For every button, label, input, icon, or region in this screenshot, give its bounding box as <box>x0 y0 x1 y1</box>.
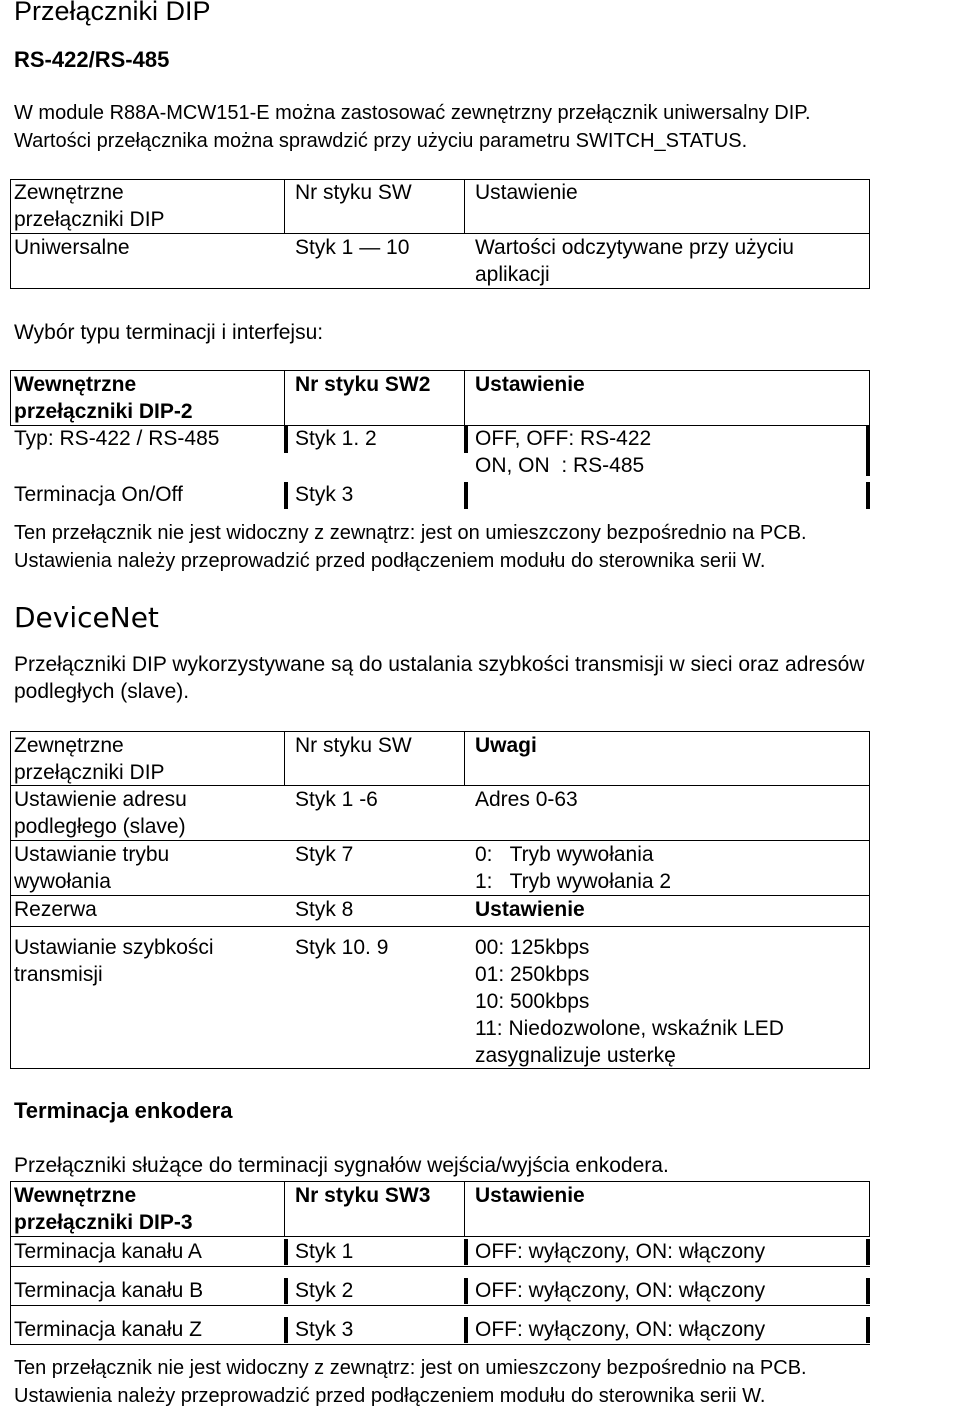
table-cell: 00: 125kbps 01: 250kbps 10: 500kbps 11: Niedozwolone, wskaźnik LED zasygnalizuje usterkę <box>475 936 784 1067</box>
intro-line: Wartości przełącznika można sprawdzić przy użyciu parametru SWITCH_STATUS. <box>14 130 748 152</box>
table-cell: Adres 0-63 <box>475 788 578 811</box>
table-header: Wewnętrzne przełączniki DIP-2 <box>14 373 193 423</box>
note-line: Ustawienia należy przeprowadzić przed podłączeniem modułu do sterownika serii W. <box>14 1385 766 1407</box>
intro-line: Przełączniki służące do terminacji sygnałów wejścia/wyjścia enkodera. <box>14 1154 669 1177</box>
table-header: Uwagi <box>475 734 537 757</box>
section-heading-rs: RS-422/RS-485 <box>14 47 170 72</box>
table-cell: Terminacja kanału B <box>14 1279 204 1302</box>
table-cell: Styk 1 <box>295 1240 354 1263</box>
table-cell: Rezerwa <box>14 898 97 921</box>
select-label: Wybór typu terminacji i interfejsu: <box>14 321 324 344</box>
table-cell: 0: Tryb wywołania 1: Tryb wywołania 2 <box>475 843 672 893</box>
note-line: Ustawienia należy przeprowadzić przed podłączeniem modułu do sterownika serii W. <box>14 550 766 572</box>
table-cell: Uniwersalne <box>14 236 130 259</box>
section-heading-devicenet: DeviceNet <box>14 601 159 634</box>
table-header: Nr styku SW <box>295 181 412 204</box>
table-cell: Styk 2 <box>295 1279 354 1302</box>
table-cell: Ustawienie <box>475 898 585 921</box>
table-cell: OFF: wyłączony, ON: włączony <box>475 1240 766 1263</box>
note-line: Ten przełącznik nie jest widoczny z zewnątrz: jest on umieszczony bezpośrednio na PCB. <box>14 1357 807 1379</box>
table-header: Nr styku SW <box>295 734 412 757</box>
table-cell: OFF, OFF: RS-422 ON, ON : RS-485 <box>475 427 652 477</box>
table-cell: OFF: wyłączony, ON: włączony <box>475 1318 766 1341</box>
table-cell: Styk 3 <box>295 483 354 506</box>
table-header: Zewnętrzne przełączniki DIP <box>14 181 165 231</box>
table-cell: Wartości odczytywane przy użyciu aplikacji <box>475 236 794 286</box>
table-cell: Ustawianie szybkości transmisji <box>14 936 214 986</box>
table-cell: Ustawianie trybu wywołania <box>14 843 170 893</box>
table-cell: Typ: RS-422 / RS-485 <box>14 427 220 450</box>
table-header: Ustawienie <box>475 1184 585 1207</box>
intro-line: W module R88A-MCW151-E można zastosować zewnętrzny przełącznik uniwersalny DIP. <box>14 102 811 124</box>
table-cell: Ustawienie adresu podległego (slave) <box>14 788 187 838</box>
table-header: Nr styku SW2 <box>295 373 431 396</box>
table-cell: Styk 1 -6 <box>295 788 378 811</box>
table-cell: Styk 1 — 10 <box>295 236 410 259</box>
table-cell: Styk 8 <box>295 898 354 921</box>
table-cell: Styk 7 <box>295 843 354 866</box>
table-cell: OFF: wyłączony, ON: włączony <box>475 1279 766 1302</box>
note-line: Ten przełącznik nie jest widoczny z zewnątrz: jest on umieszczony bezpośrednio na PCB. <box>14 522 807 544</box>
page-title: Przełączniki DIP <box>14 0 211 26</box>
table-header: Ustawienie <box>475 181 578 204</box>
table-cell: Styk 1. 2 <box>295 427 377 450</box>
table-header: Ustawienie <box>475 373 585 396</box>
table-header: Nr styku SW3 <box>295 1184 431 1207</box>
table-cell: Terminacja kanału A <box>14 1240 202 1263</box>
intro-line: podległych (slave). <box>14 680 190 703</box>
table-cell: Terminacja kanału Z <box>14 1318 202 1341</box>
section-heading-encoder: Terminacja enkodera <box>14 1098 233 1123</box>
table-cell: Styk 10. 9 <box>295 936 389 959</box>
table-cell: Terminacja On/Off <box>14 483 183 506</box>
table-header: Zewnętrzne przełączniki DIP <box>14 734 165 784</box>
intro-line: Przełączniki DIP wykorzystywane są do ustalania szybkości transmisji w sieci oraz adresów <box>14 653 865 676</box>
table-header: Wewnętrzne przełączniki DIP-3 <box>14 1184 193 1234</box>
table-cell: Styk 3 <box>295 1318 354 1341</box>
